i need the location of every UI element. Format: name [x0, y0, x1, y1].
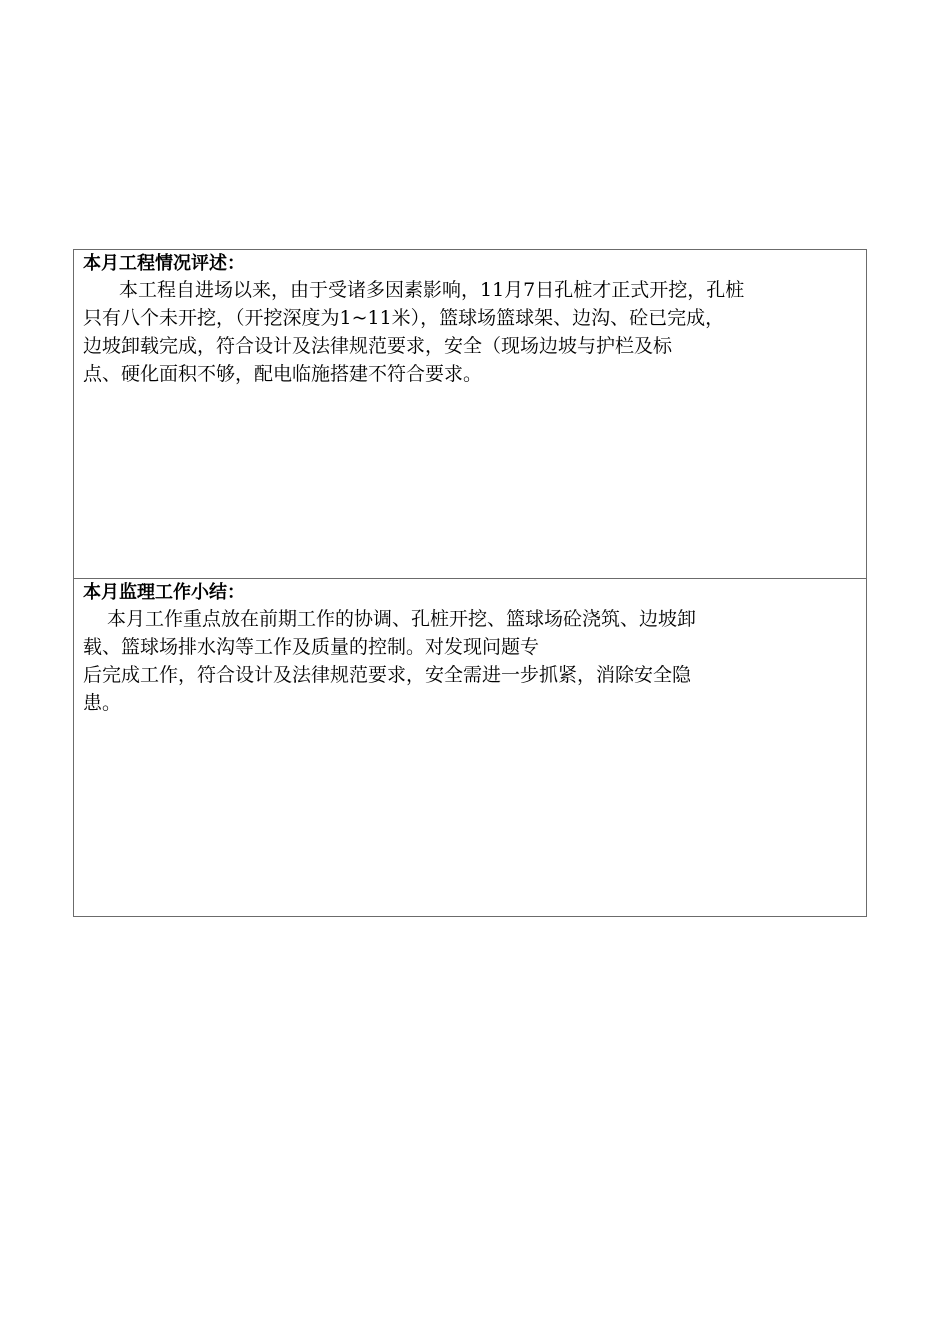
- report-table: [73, 249, 867, 917]
- supervision-summary-section: [74, 579, 866, 916]
- supervision-summary-line: 后完成工作，符合设计及法律规范要求，安全需进一步抓紧，消除安全隐: [83, 664, 692, 686]
- engineering-status-line: 本工程自进场以来，由于受诸多因素影响，11月7日孔桩才正式开挖，孔桩: [119, 279, 745, 301]
- supervision-summary-line: 本月工作重点放在前期工作的协调、孔桩开挖、篮球场砼浇筑、边坡卸: [107, 608, 697, 630]
- engineering-status-line: 点、硬化面积不够，配电临施搭建不符合要求。: [83, 363, 483, 385]
- engineering-status-line: 只有八个未开挖，（开挖深度为1~11米），篮球场篮球架、边沟、砼已完成，: [83, 307, 725, 329]
- supervision-summary-line: 载、篮球场排水沟等工作及质量的控制。对发现问题专: [83, 636, 540, 658]
- engineering-status-line: 边坡卸载完成，符合设计及法律规范要求，安全（现场边坡与护栏及标: [83, 335, 673, 357]
- engineering-status-section: [74, 250, 866, 579]
- supervision-summary-title: 本月监理工作小结：: [83, 582, 245, 603]
- supervision-summary-line: 患。: [83, 692, 122, 714]
- engineering-status-title: 本月工程情况评述：: [83, 253, 245, 274]
